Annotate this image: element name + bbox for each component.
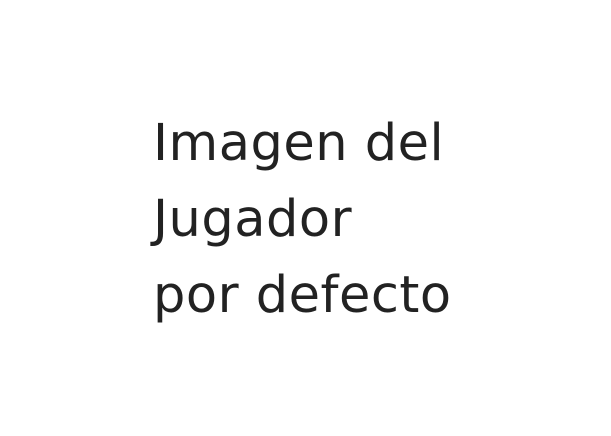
- placeholder-line-2: Jugador: [153, 190, 353, 249]
- placeholder-line-1: Imagen del: [153, 114, 445, 173]
- placeholder-line-3: por defecto: [153, 266, 452, 325]
- placeholder-text: [153, 106, 452, 334]
